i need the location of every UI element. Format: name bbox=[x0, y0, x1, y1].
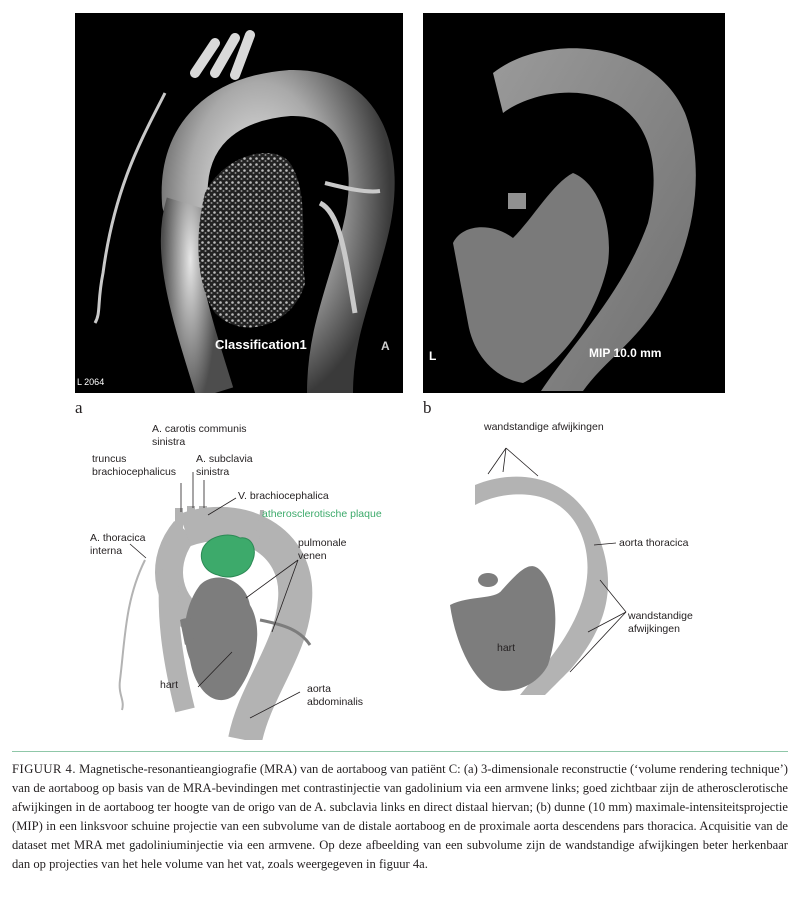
caption-text: Magnetische-resonantieangiografie (MRA) van de aortaboog van patiënt C: (a) 3-dimensionale reconstructie (‘volume rendering technique’) van de aortaboog op basis van de MRA-bevindingen met contrastinjectie van gadolinium via een armvene links; goed zichtbaar zijn de atherosclerotische afwijkingen in de aortaboog ter hoogte van de origo van de A. subclavia links en direct distaal hiervan; (b) dunne (10 mm) maximale-intensiteitsprojectie (MIP) in een linksvoor schuine projectie van een subvolume van de distale aortaboog en de proximale aorta descendens pars thoracica. Acquisitie van de dataset met MRA met gadoliniuminjectie via een armvene. Op deze afbeelding van een subvolume zijn de wandstandige afwijkingen beter herkenbaar dan op projecties van het hele volume van het vat, zoals weergegeven in figuur 4a. bbox=[12, 762, 788, 871]
label-pulmonale: pulmonale venen bbox=[298, 537, 347, 562]
panel-letter-a: a bbox=[75, 398, 83, 417]
overlay-orientation-a: A bbox=[381, 339, 390, 353]
label-truncus: truncus brachiocephalicus bbox=[92, 453, 177, 478]
label-aorta-abdominalis: aorta abdominalis bbox=[307, 683, 364, 708]
label-hart-left: hart bbox=[160, 679, 179, 691]
label-plaque: atherosclerotische plaque bbox=[262, 508, 382, 520]
mip-image bbox=[423, 13, 725, 393]
overlay-code: L 2064 bbox=[77, 377, 105, 387]
overlay-classification: Classification1 bbox=[215, 337, 307, 352]
label-aorta-thoracica: aorta thoracica bbox=[619, 537, 689, 549]
label-thoracica-interna: A. thoracica interna bbox=[90, 532, 146, 557]
label-wandstandige-top: wandstandige afwijkingen bbox=[484, 421, 604, 433]
figure-panel-b bbox=[423, 13, 725, 393]
label-carotis: A. carotis communis sinistra bbox=[152, 423, 247, 448]
panel-letter-b: b bbox=[423, 398, 432, 417]
overlay-orientation-l: L bbox=[429, 349, 437, 363]
overlay-mip: MIP 10.0 mm bbox=[589, 346, 662, 360]
caption-rule bbox=[12, 751, 788, 752]
figure-panel-a bbox=[75, 13, 403, 393]
diagram-right bbox=[430, 420, 730, 700]
volume-rendering-image bbox=[75, 13, 403, 393]
label-subclavia: A. subclavia sinistra bbox=[196, 453, 253, 478]
label-wandstandige-right: wandstandige afwijkingen bbox=[628, 610, 693, 635]
label-hart-right: hart bbox=[497, 642, 516, 654]
caption-prefix: FIGUUR 4. bbox=[12, 762, 76, 776]
figure-caption bbox=[12, 760, 788, 874]
label-v-brachiocephalica: V. brachiocephalica bbox=[238, 490, 329, 502]
